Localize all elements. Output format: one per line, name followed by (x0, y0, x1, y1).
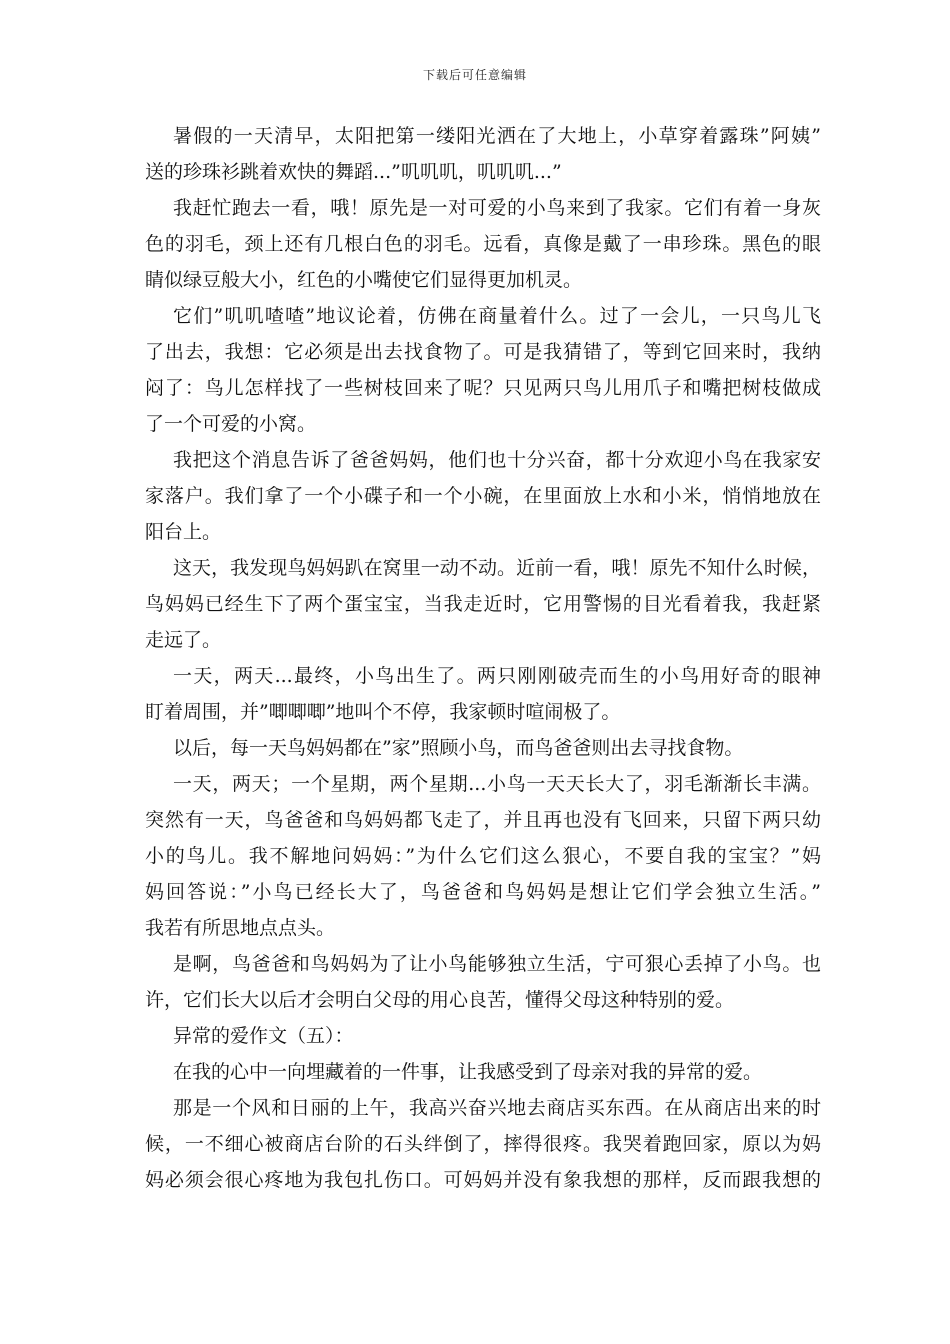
text-line: 在我的心中一向埋藏着的一件事，让我感受到了母亲对我的异常的爱。 (173, 1061, 763, 1083)
text-line: 盯着周围，并”唧唧唧”地叫个不停，我家顿时喧闹极了。 (145, 701, 621, 723)
text-line: 一天，两天；一个星期，两个星期...小鸟一天天长大了，羽毛渐渐长丰满。 (173, 773, 821, 795)
text-line: 色的羽毛，颈上还有几根白色的羽毛。远看，真像是戴了一串珍珠。黑色的眼 (145, 233, 821, 255)
text-line: 是啊，鸟爸爸和鸟妈妈为了让小鸟能够独立生活，宁可狠心丢掉了小鸟。也 (173, 953, 821, 975)
text-line: 小的鸟儿。我不解地问妈妈：”为什么它们这么狠心，不要自我的宝宝？”妈 (145, 845, 821, 867)
text-line: 我赶忙跑去一看，哦！原先是一对可爱的小鸟来到了我家。它们有着一身灰 (173, 197, 821, 219)
text-line: 了一个可爱的小窝。 (145, 413, 317, 435)
page-header: 下载后可任意编辑 (422, 68, 527, 82)
text-line: 阳台上。 (145, 521, 222, 543)
text-line: 候，一不细心被商店台阶的石头绊倒了，摔得很疼。我哭着跑回家，原以为妈 (145, 1133, 821, 1155)
text-line: 闷了：鸟儿怎样找了一些树枝回来了呢？只见两只鸟儿用爪子和嘴把树枝做成 (145, 377, 821, 399)
text-line: 了出去，我想：它必须是出去找食物了。可是我猜错了，等到它回来时，我纳 (145, 341, 821, 363)
document-body (145, 118, 821, 1198)
text-line: 以后，每一天鸟妈妈都在”家”照顾小鸟，而鸟爸爸则出去寻找食物。 (173, 737, 744, 759)
text-line: 我若有所思地点点头。 (145, 917, 336, 939)
text-line: 突然有一天，鸟爸爸和鸟妈妈都飞走了，并且再也没有飞回来，只留下两只幼 (145, 809, 821, 831)
text-line: 许，它们长大以后才会明白父母的用心良苦，懂得父母这种特别的爱。 (145, 989, 735, 1011)
text-line: 家落户。我们拿了一个小碟子和一个小碗，在里面放上水和小米，悄悄地放在 (145, 485, 821, 507)
text-line: 一天，两天...最终，小鸟出生了。两只刚刚破壳而生的小鸟用好奇的眼神 (173, 665, 821, 687)
text-line: 它们”叽叽喳喳”地议论着，仿佛在商量着什么。过了一会儿，一只鸟儿飞 (173, 305, 821, 327)
text-line: 异常的爱作文（五）： (173, 1025, 354, 1047)
text-line: 鸟妈妈已经生下了两个蛋宝宝，当我走近时，它用警惕的目光看着我，我赶紧 (145, 593, 821, 615)
text-line: 走远了。 (145, 629, 222, 651)
text-line: 这天，我发现鸟妈妈趴在窝里一动不动。近前一看，哦！原先不知什么时候， (173, 557, 821, 579)
text-line: 妈必须会很心疼地为我包扎伤口。可妈妈并没有象我想的那样，反而跟我想的 (145, 1169, 821, 1191)
text-line: 我把这个消息告诉了爸爸妈妈，他们也十分兴奋，都十分欢迎小鸟在我家安 (173, 449, 821, 471)
text-line: 睛似绿豆般大小，红色的小嘴使它们显得更加机灵。 (145, 269, 583, 291)
text-line: 那是一个风和日丽的上午，我高兴奋兴地去商店买东西。在从商店出来的时 (173, 1097, 821, 1119)
text-line: 暑假的一天清早，太阳把第一缕阳光洒在了大地上，小草穿着露珠”阿姨” (173, 125, 821, 147)
text-line: 妈回答说：”小鸟已经长大了，鸟爸爸和鸟妈妈是想让它们学会独立生活。” (145, 881, 821, 903)
text-line: 送的珍珠衫跳着欢快的舞蹈...”叽叽叽，叽叽叽...” (145, 161, 562, 183)
